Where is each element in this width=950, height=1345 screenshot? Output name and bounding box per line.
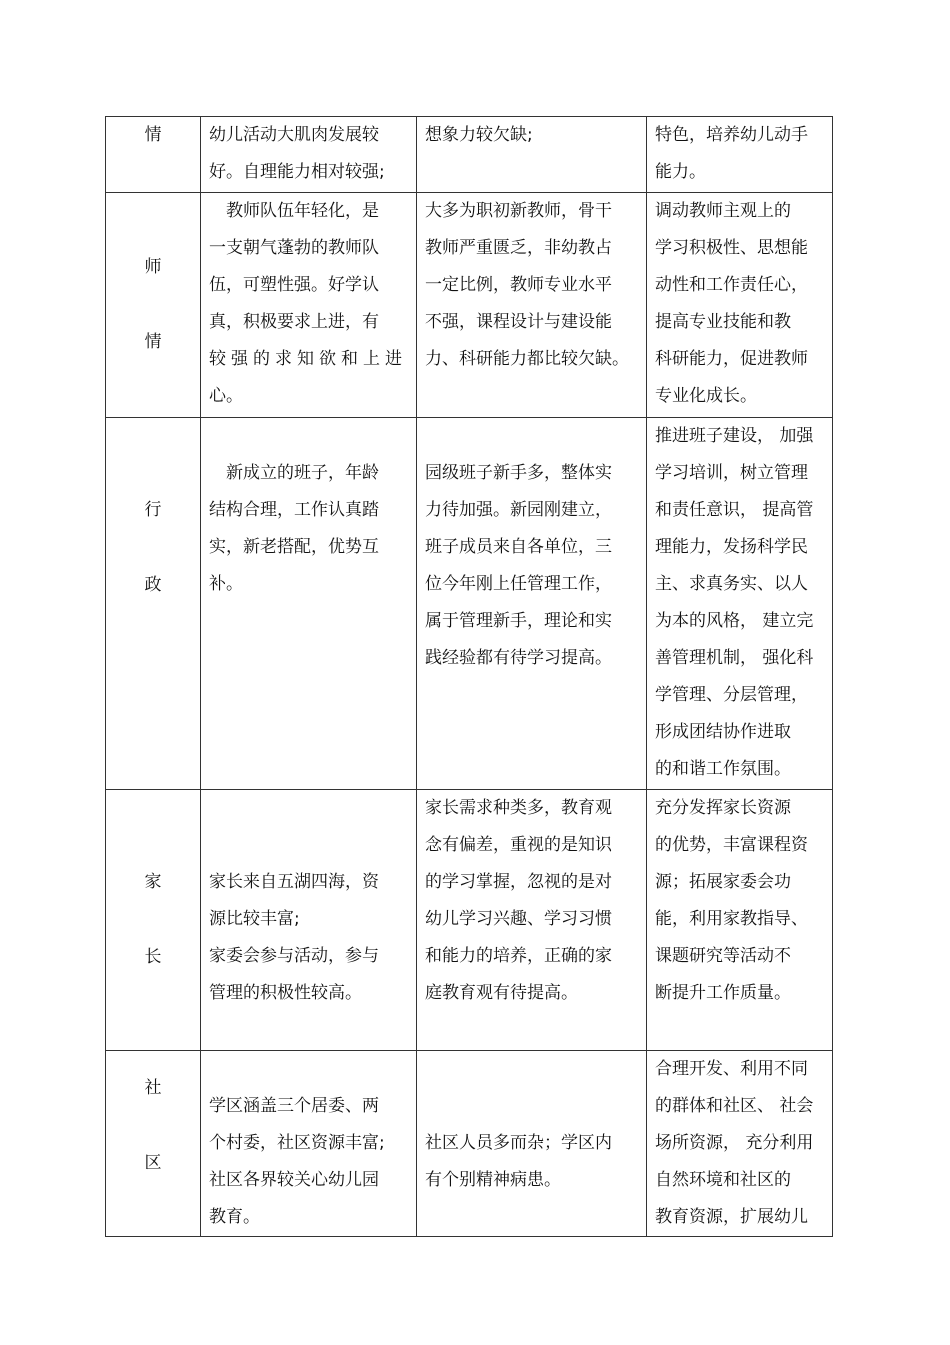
text-line: 学习培训，树立管理 (655, 463, 808, 483)
text-line: 提高专业技能和教 (655, 312, 791, 332)
category-cell (106, 193, 201, 418)
weaknesses-cell (417, 193, 647, 418)
text-line: 科研能力，促进教师 (655, 349, 808, 369)
text-line: 合理开发、利用不同 (655, 1059, 808, 1079)
category-char: 社 (144, 1078, 162, 1098)
text-line: 的群体和社区、 社会 (655, 1096, 814, 1116)
text-line: 真，积极要求上进，有 (209, 312, 379, 332)
text-line: 管理的积极性较高。 (209, 983, 362, 1003)
category-cell (106, 1051, 201, 1237)
table-row (106, 1051, 833, 1237)
text-line: 和能力的培养，正确的家 (425, 946, 612, 966)
text-line: 家长来自五湖四海，资 (209, 872, 379, 892)
text-line: 教育资源，扩展幼儿 (655, 1207, 808, 1227)
text-line: 不强，课程设计与建设能 (425, 312, 612, 332)
text-line: 大多为职初新教师，骨干 (425, 201, 612, 221)
text-line: 好。自理能力相对较强; (209, 162, 385, 182)
text-line: 充分发挥家长资源 (655, 798, 791, 818)
text-line: 心。 (209, 386, 243, 406)
text-line: 想象力较欠缺; (425, 125, 533, 145)
text-line: 善管理机制， 强化科 (655, 648, 814, 668)
text-line: 位今年刚上任管理工作， (425, 574, 612, 594)
text-line: 源；拓展家委会功 (655, 872, 791, 892)
text-line: 个村委，社区资源丰富; (209, 1133, 385, 1153)
category-cell (106, 418, 201, 790)
text-line: 补。 (209, 574, 243, 594)
text-line: 实，新老搭配，优势互 (209, 537, 379, 557)
text-line: 主、求真务实、以人 (655, 574, 808, 594)
strengths-cell (201, 1051, 417, 1237)
text-line: 庭教育观有待提高。 (425, 983, 578, 1003)
text-line: 能力。 (655, 162, 706, 182)
text-line: 理能力，发扬科学民 (655, 537, 808, 557)
text-line: 为本的风格， 建立完 (655, 611, 814, 631)
strengths-cell (201, 790, 417, 1051)
text-line: 推进班子建设， 加强 (655, 426, 814, 446)
text-line: 场所资源， 充分利用 (655, 1133, 814, 1153)
weaknesses-cell (417, 117, 647, 193)
text-line: 教师队伍年轻化，是 (209, 201, 379, 221)
weaknesses-cell (417, 790, 647, 1051)
strengths-cell (201, 117, 417, 193)
strengths-cell (201, 193, 417, 418)
text-line: 社区各界较关心幼儿园 (209, 1170, 379, 1190)
text-line: 幼儿学习兴趣、学习习惯 (425, 909, 612, 929)
text-line (209, 827, 410, 864)
text-line: 力、科研能力都比较欠缺。 (425, 349, 629, 369)
text-line: 学管理、分层管理， (655, 685, 808, 705)
category-char: 师 (144, 257, 162, 277)
text-line: 新成立的班子，年龄 (209, 463, 379, 483)
text-line: 有个别精神病患。 (425, 1170, 561, 1190)
category-char: 区 (144, 1153, 162, 1173)
text-line (425, 1088, 640, 1125)
weaknesses-cell (417, 418, 647, 790)
strengths-cell (201, 418, 417, 790)
text-line: 自然环境和社区的 (655, 1170, 791, 1190)
text-line: 形成团结协作进取 (655, 722, 791, 742)
category-cell (106, 117, 201, 193)
text-line: 专业化成长。 (655, 386, 757, 406)
text-line (209, 1051, 410, 1088)
text-line: 社区人员多而杂；学区内 (425, 1133, 612, 1153)
text-line (425, 418, 640, 455)
weaknesses-cell (417, 1051, 647, 1237)
category-char: 长 (144, 947, 162, 967)
table-row (106, 790, 833, 1051)
measures-cell (647, 790, 833, 1051)
text-line: 念有偏差，重视的是知识 (425, 835, 612, 855)
text-line: 属于管理新手，理论和实 (425, 611, 612, 631)
text-line: 一定比例，教师专业水平 (425, 275, 612, 295)
category-char: 政 (144, 575, 162, 595)
text-line: 践经验都有待学习提高。 (425, 648, 612, 668)
text-line: 的学习掌握，忽视的是对 (425, 872, 612, 892)
text-line: 动性和工作责任心， (655, 275, 808, 295)
text-line: 班子成员来自各单位，三 (425, 537, 612, 557)
text-line: 教育。 (209, 1207, 260, 1227)
table-row (106, 117, 833, 193)
text-line: 家委会参与活动，参与 (209, 946, 379, 966)
text-line: 教师严重匮乏，非幼教占 (425, 238, 612, 258)
text-line: 幼儿活动大肌肉发展较 (209, 125, 379, 145)
category-char: 家 (144, 872, 162, 892)
category-cell (106, 790, 201, 1051)
text-line: 园级班子新手多，整体实 (425, 463, 612, 483)
text-line: 结构合理，工作认真踏 (209, 500, 379, 520)
text-line: 家长需求种类多，教育观 (425, 798, 612, 818)
text-line: 较强的求知欲和上进 (209, 349, 407, 369)
measures-cell (647, 1051, 833, 1237)
table-row (106, 418, 833, 790)
table-row (106, 193, 833, 418)
category-char: 情 (144, 125, 162, 145)
text-line: 能，利用家教指导、 (655, 909, 808, 929)
category-char: 行 (144, 500, 162, 520)
text-line: 力待加强。新园刚建立， (425, 500, 612, 520)
text-line (425, 1051, 640, 1088)
text-line: 特色，培养幼儿动手 (655, 125, 808, 145)
text-line: 的优势，丰富课程资 (655, 835, 808, 855)
measures-cell (647, 418, 833, 790)
text-line: 调动教师主观上的 (655, 201, 791, 221)
category-char: 情 (144, 332, 162, 352)
text-line: 的和谐工作氛围。 (655, 759, 791, 779)
text-line: 源比较丰富; (209, 909, 300, 929)
analysis-table (105, 116, 833, 1237)
text-line: 学习积极性、思想能 (655, 238, 808, 258)
text-line (209, 790, 410, 827)
text-line: 一支朝气蓬勃的教师队 (209, 238, 379, 258)
measures-cell (647, 193, 833, 418)
text-line: 课题研究等活动不 (655, 946, 791, 966)
text-line: 伍，可塑性强。好学认 (209, 275, 379, 295)
text-line: 学区涵盖三个居委、两 (209, 1096, 379, 1116)
text-line: 和责任意识， 提高管 (655, 500, 814, 520)
measures-cell (647, 117, 833, 193)
text-line (209, 418, 410, 455)
text-line: 断提升工作质量。 (655, 983, 791, 1003)
